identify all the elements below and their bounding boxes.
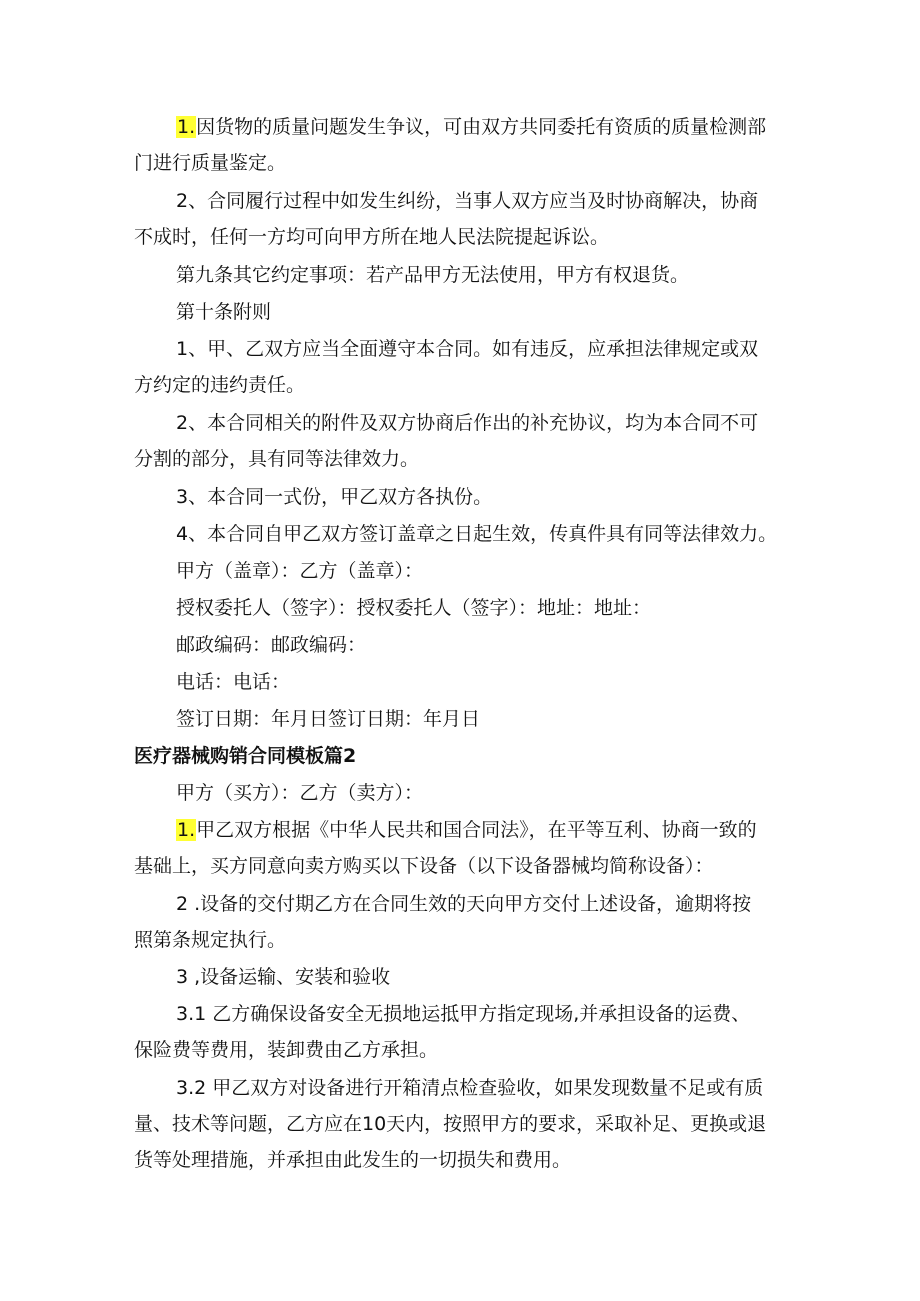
para-3-2-line1: 3.2 甲乙双方对设备进行开箱清点检查验收，如果发现数量不足或有质	[176, 1077, 764, 1099]
para-3-2-line3: 货等处理措施，并承担由此发生的一切损失和费用。	[134, 1149, 572, 1171]
section-heading: 医疗器械购销合同模板篇2	[134, 745, 357, 767]
clause-4: 4、本合同自甲乙双方签订盖章之日起生效，传真件具有同等法律效力。	[176, 523, 778, 545]
para-quality-dispute-line2: 门进行质量鉴定。	[134, 152, 287, 174]
para-3-2-line2: 量、技术等问题，乙方应在10天内，按照甲方的要求，采取补足、更换或退	[134, 1113, 767, 1135]
para-quality-dispute-line1: 1.因货物的质量问题发生争议，可由双方共同委托有资质的质量检测部	[177, 116, 767, 138]
parties-line: 甲方（买方）：乙方（卖方）：	[176, 782, 424, 804]
para-contract-basis-line1: 1.甲乙双方根据《中华人民共和国合同法》，在平等互利、协商一致的	[177, 819, 757, 841]
highlighted-number: 1.	[177, 116, 196, 138]
para-3-1-line2: 保险费等费用，装卸费由乙方承担。	[134, 1039, 439, 1061]
signature-phone: 电话：电话：	[176, 671, 291, 693]
para-delivery-line2: 照第条规定执行。	[134, 929, 287, 951]
article-10-title: 第十条附则	[176, 301, 272, 323]
para-transport-title: 3 ,设备运输、安装和验收	[176, 966, 391, 988]
clause-2-line1: 2、本合同相关的附件及双方协商后作出的补充协议，均为本合同不可	[176, 412, 759, 434]
article-9: 第九条其它约定事项：若产品甲方无法使用，甲方有权退货。	[176, 264, 690, 286]
para-contract-basis-line2: 基础上，买方同意向卖方购买以下设备（以下设备器械均简称设备）：	[134, 855, 714, 877]
clause-2-line2: 分割的部分，具有同等法律效力。	[134, 448, 420, 470]
para-dispute-resolution-line1: 2、合同履行过程中如发生纠纷，当事人双方应当及时协商解决，协商	[176, 190, 759, 212]
signature-postcode: 邮政编码：邮政编码：	[176, 634, 367, 656]
clause-1-line1: 1、甲、乙双方应当全面遵守本合同。如有违反，应承担法律规定或双	[176, 338, 759, 360]
para-dispute-resolution-line2: 不成时，任何一方均可向甲方所在地人民法院提起诉讼。	[134, 226, 610, 248]
para-3-1-line1: 3.1 乙方确保设备安全无损地运抵甲方指定现场,并承担设备的运费、	[176, 1003, 751, 1025]
signature-agents-address: 授权委托人（签字）：授权委托人（签字）：地址：地址：	[176, 597, 652, 619]
para-delivery-line1: 2 .设备的交付期乙方在合同生效的天向甲方交付上述设备，逾期将按	[176, 893, 752, 915]
highlighted-number: 1.	[177, 819, 196, 841]
signature-date: 签订日期：年月日签订日期：年月日	[176, 708, 481, 730]
signature-seals: 甲方（盖章）：乙方（盖章）：	[176, 560, 424, 582]
clause-3: 3、本合同一式份，甲乙双方各执份。	[176, 486, 493, 508]
clause-1-line2: 方约定的违约责任。	[134, 374, 306, 396]
